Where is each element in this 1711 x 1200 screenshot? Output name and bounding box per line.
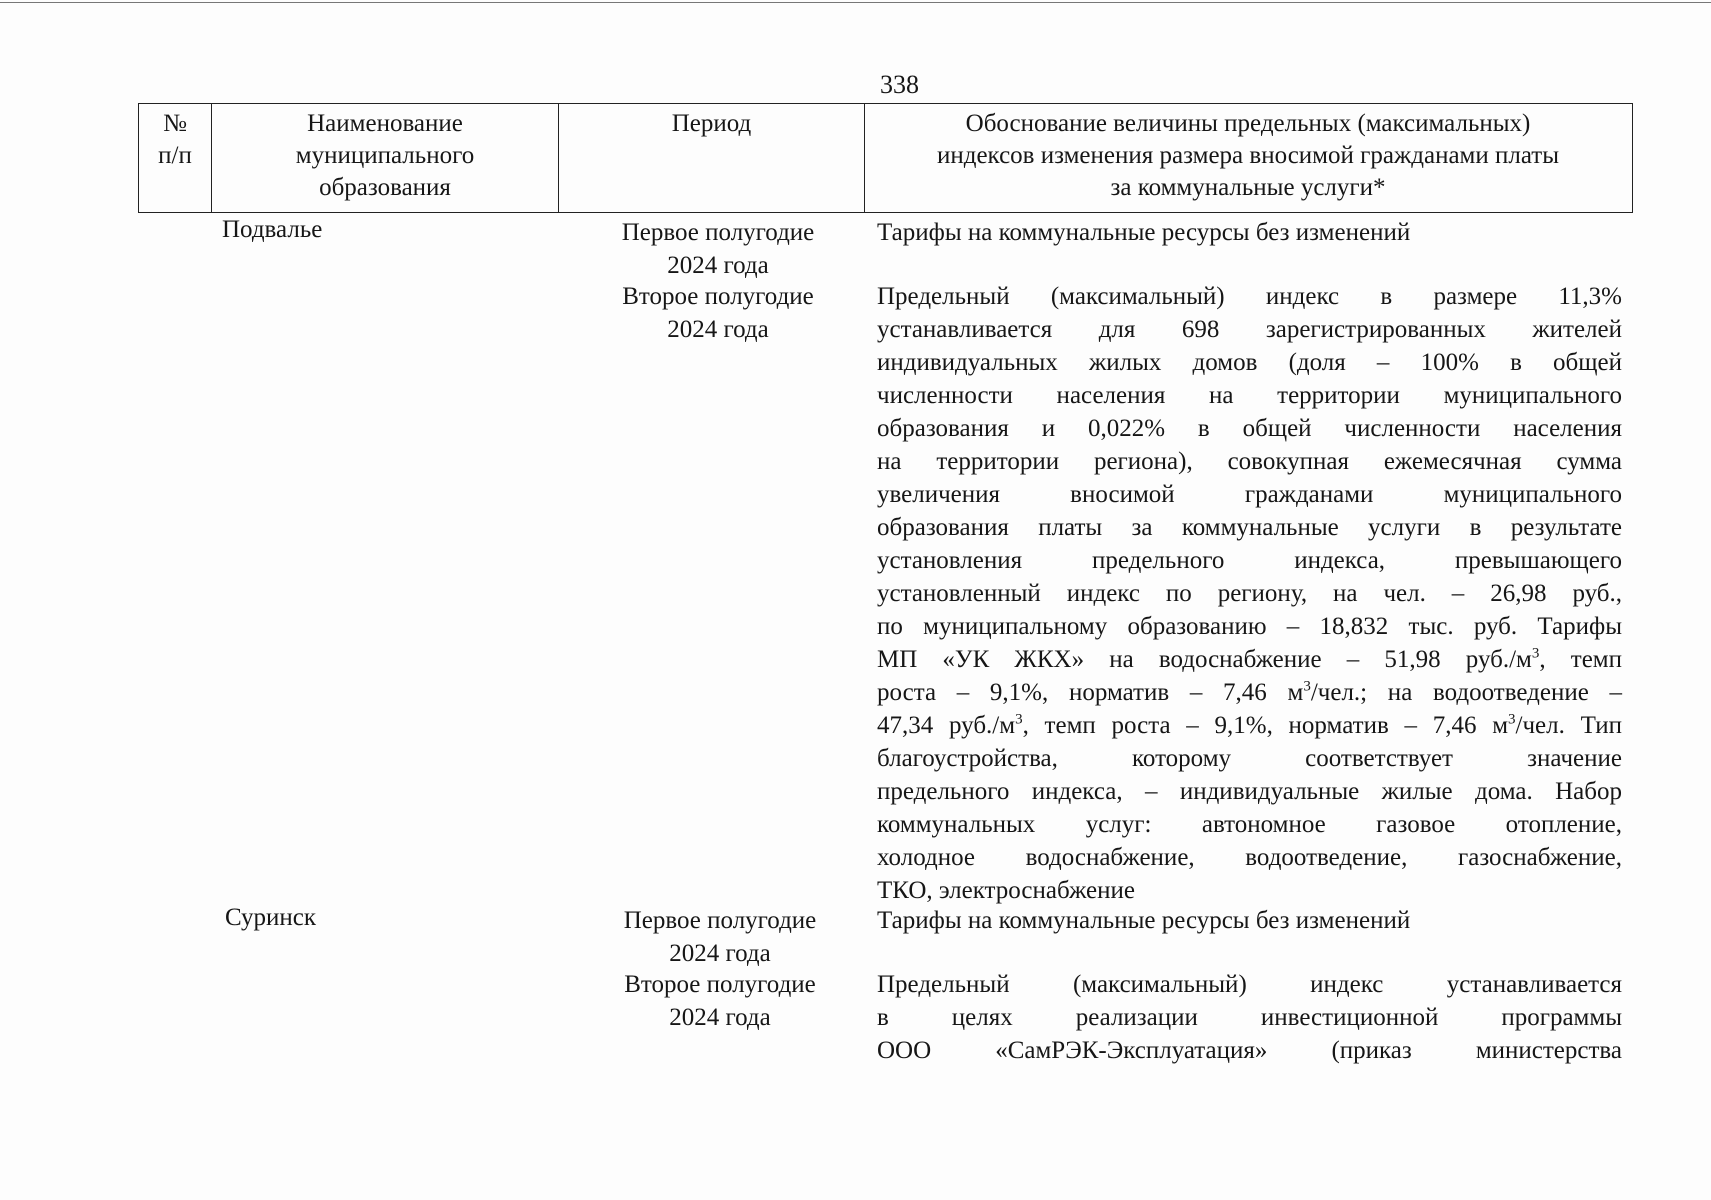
header-municipality xyxy=(211,104,558,212)
period-line: 2024 года xyxy=(669,1004,771,1031)
period-line: 2024 года xyxy=(667,252,769,279)
header-justification-line: за коммунальные услуги* xyxy=(1110,174,1386,201)
page-number: 338 xyxy=(880,70,919,99)
justification-second xyxy=(877,968,1622,1067)
header-justification xyxy=(864,104,1631,212)
justification-line: холодное водоснабжение, водоотведение, газоснабжение, xyxy=(877,844,1622,871)
justification-line xyxy=(877,709,1622,742)
text-fragment: /чел.; на водоотведение – xyxy=(1310,679,1622,706)
period-line: Второе полугодие xyxy=(624,971,816,998)
justification-first xyxy=(877,216,1622,249)
text-fragment: , темп xyxy=(1539,646,1622,673)
justification-line: благоустройства, которому соответствует значение xyxy=(877,745,1622,772)
header-municipality-line: муниципального xyxy=(295,142,475,169)
justification-line: индивидуальных жилых домов (доля – 100% в общей xyxy=(877,349,1622,376)
justification-line: Тарифы на коммунальные ресурсы без изменений xyxy=(877,907,1411,934)
justification-line: установления предельного индекса, превышающего xyxy=(877,547,1622,574)
justification-second xyxy=(877,280,1622,907)
period-line: Первое полугодие xyxy=(623,907,817,934)
period-line: Первое полугодие xyxy=(621,219,815,246)
header-period-line: Период xyxy=(671,110,752,137)
justification-line xyxy=(877,643,1622,676)
header-municipality-line: Наименование xyxy=(307,110,463,137)
period-line: 2024 года xyxy=(667,316,769,343)
justification-line: коммунальных услуг: автономное газовое отопление, xyxy=(877,811,1622,838)
justification-line: на территории региона), совокупная ежемесячная сумма xyxy=(877,448,1622,475)
page-top-border xyxy=(0,2,1711,3)
period-first xyxy=(590,904,850,970)
municipality-name: Суринск xyxy=(225,904,317,931)
header-num xyxy=(139,104,211,212)
justification-line xyxy=(877,676,1622,709)
text-fragment: 47,34 руб./м xyxy=(877,712,1016,739)
period-second xyxy=(590,968,850,1034)
municipality-name: Подвалье xyxy=(222,216,323,243)
period-second xyxy=(588,280,848,346)
text-fragment: /чел. Тип xyxy=(1515,712,1623,739)
justification-line: по муниципальному образованию – 18,832 тыс. руб. Тарифы xyxy=(877,613,1622,640)
header-justification-line: Обоснование величины предельных (максимальных) xyxy=(965,110,1531,137)
header-num-line: п/п xyxy=(158,142,192,169)
header-period xyxy=(558,104,864,212)
period-line: Второе полугодие xyxy=(622,283,814,310)
justification-line: Предельный (максимальный) индекс в размере 11,3% xyxy=(877,283,1622,310)
justification-line: в целях реализации инвестиционной программы xyxy=(877,1004,1622,1031)
justification-line: образования платы за коммунальные услуги в результате xyxy=(877,514,1622,541)
header-num-line: № xyxy=(163,110,187,137)
superscript: 3 xyxy=(1531,645,1540,662)
justification-line: предельного индекса, – индивидуальные жилые дома. Набор xyxy=(877,778,1622,805)
justification-line: Тарифы на коммунальные ресурсы без изменений xyxy=(877,219,1411,246)
period-line: 2024 года xyxy=(669,940,771,967)
table-header xyxy=(138,103,1633,213)
period-first xyxy=(588,216,848,282)
superscript: 3 xyxy=(1015,711,1023,728)
header-municipality-line: образования xyxy=(319,174,451,201)
text-fragment: МП «УК ЖКХ» на водоснабжение – 51,98 руб./м xyxy=(877,646,1532,673)
justification-line: устанавливается для 698 зарегистрированных жителей xyxy=(877,316,1622,343)
justification-line: Предельный (максимальный) индекс устанавливается xyxy=(877,971,1622,998)
justification-line: установленный индекс по региону, на чел. – 26,98 руб., xyxy=(877,580,1622,607)
justification-line: ООО «СамРЭК-Эксплуатация» (приказ министерства xyxy=(877,1037,1622,1064)
superscript: 3 xyxy=(1303,678,1311,695)
superscript: 3 xyxy=(1508,711,1516,728)
text-fragment: , темп роста – 9,1%, норматив – 7,46 м xyxy=(1022,712,1509,739)
text-fragment: роста – 9,1%, норматив – 7,46 м xyxy=(877,679,1304,706)
header-justification-line: индексов изменения размера вносимой гражданами платы xyxy=(936,142,1560,169)
justification-line: увеличения вносимой гражданами муниципального xyxy=(877,481,1622,508)
justification-line: образования и 0,022% в общей численности населения xyxy=(877,415,1622,442)
justification-first xyxy=(877,904,1622,937)
justification-line: численности населения на территории муниципального xyxy=(877,382,1622,409)
justification-line: ТКО, электроснабжение xyxy=(877,877,1135,904)
